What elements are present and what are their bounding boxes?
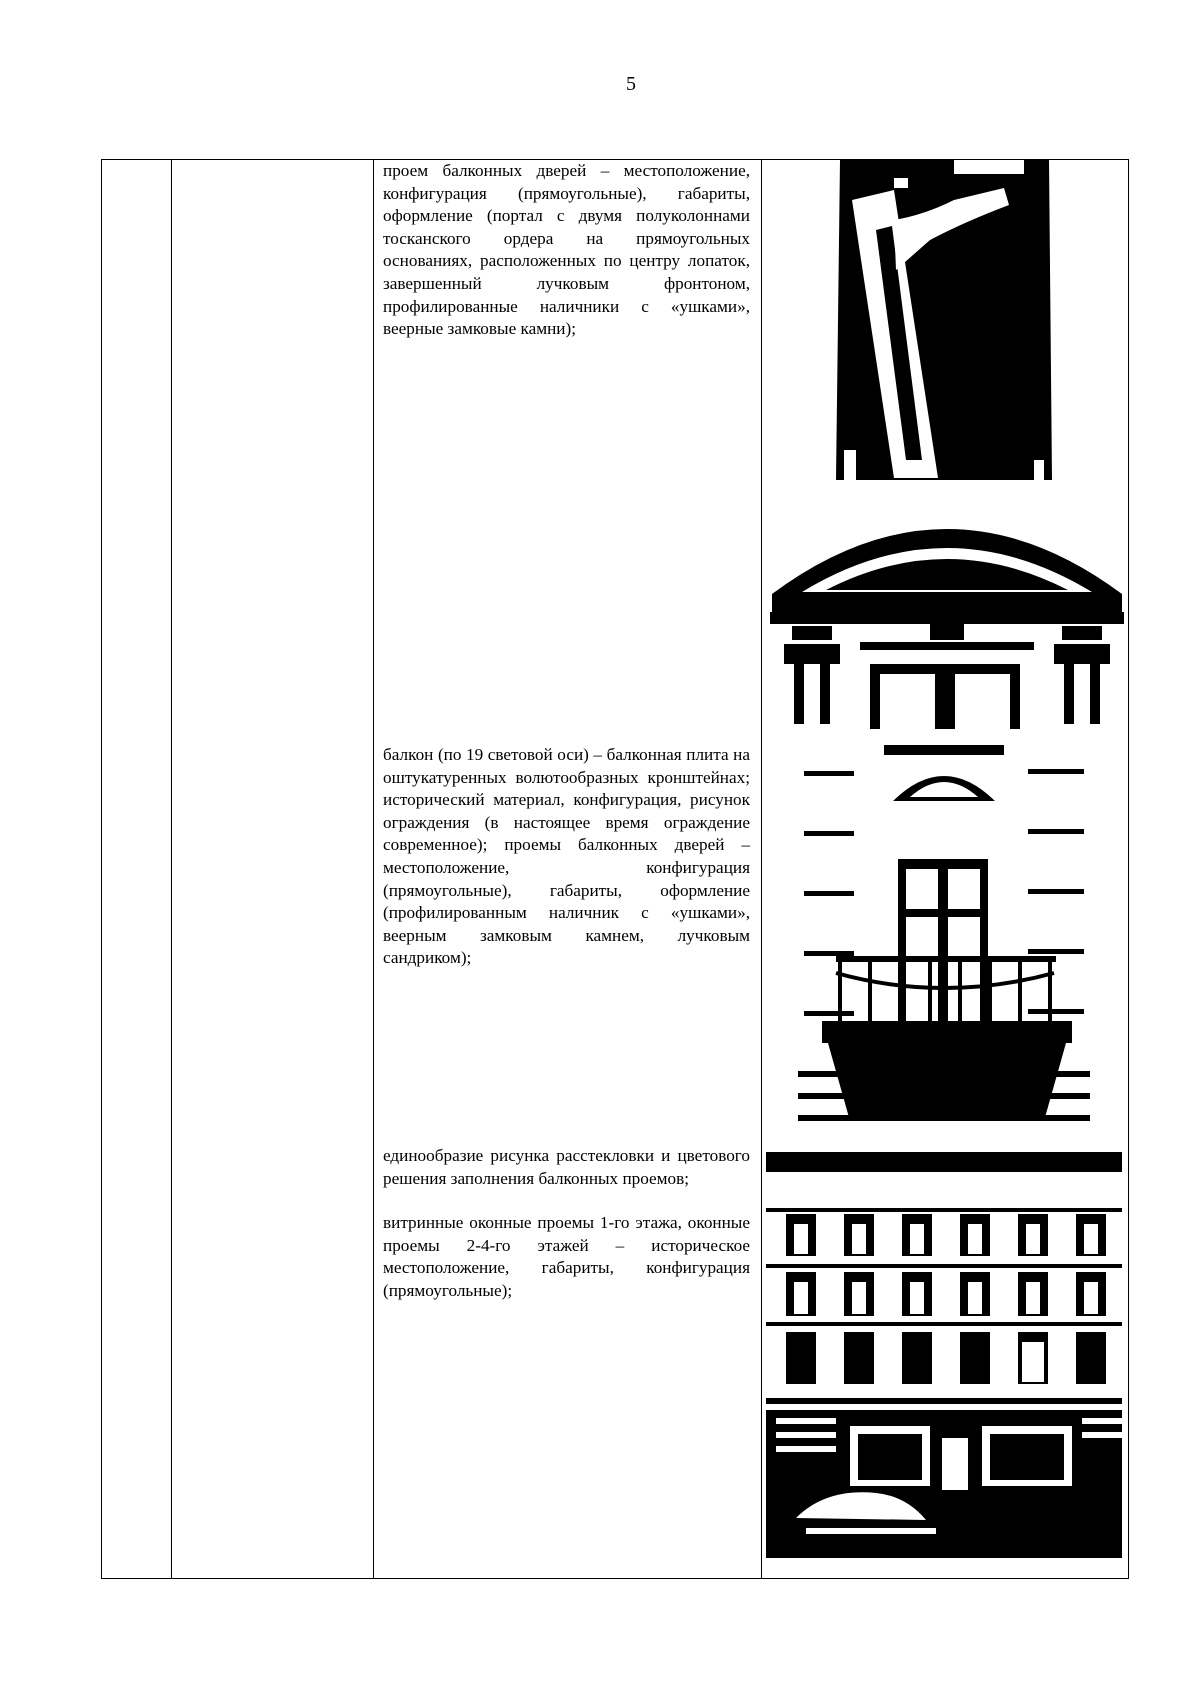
row-3-description bbox=[383, 1145, 750, 1303]
column-divider bbox=[761, 160, 762, 1578]
description-text: единообразие рисунка расстекловки и цветового решения заполнения балконных проемов; bbox=[383, 1146, 750, 1188]
pediment-portal-photo bbox=[770, 494, 1124, 729]
page-number: 5 bbox=[626, 73, 636, 95]
row-1-description bbox=[383, 160, 750, 341]
facade-windows-photo bbox=[766, 1148, 1122, 1558]
column-divider bbox=[373, 160, 374, 1578]
description-text: витринные оконные проемы 1-го этажа, оконные проемы 2-4-го этажей – историческое местоположение, габариты, конфигурация (прямоугольные); bbox=[383, 1213, 750, 1300]
row-2-description bbox=[383, 744, 750, 970]
column-pilaster-photo bbox=[834, 160, 1059, 480]
column-divider bbox=[171, 160, 172, 1578]
description-text: проем балконных дверей – местоположение, конфигурация (прямоугольные), габариты, оформление (портал с двумя полуколоннами тосканского ордера на прямоугольных основаниях, расположенных по центру лопаток, завершенный лучковым фронтоном, профилированные наличники с «ушками», веерные замковые камни); bbox=[383, 161, 750, 339]
description-text: балкон (по 19 световой оси) – балконная плита на оштукатуренных волютообразных кронштейнах; исторический материал, конфигурация, рисунок ограждения (в настоящее время ограждение современное); проемы балконных дверей – местоположение, конфигурация (прямоугольные), габариты, оформление (профилированным наличник с «ушками», веерным замковым камнем, лучковым сандриком); bbox=[383, 745, 750, 968]
balcony-photo bbox=[798, 741, 1090, 1131]
